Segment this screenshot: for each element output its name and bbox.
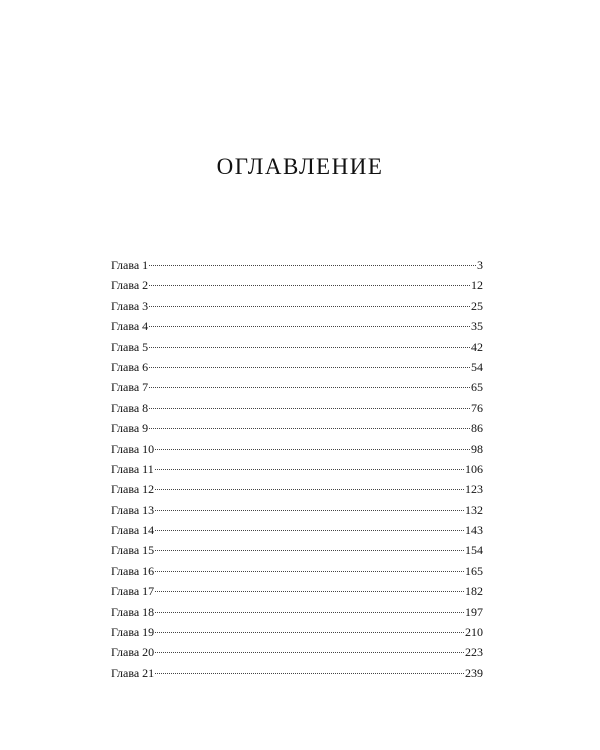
toc-dot-leader bbox=[149, 428, 470, 429]
toc-entry[interactable] bbox=[111, 296, 483, 316]
toc-entry-label: Глава 21 bbox=[111, 665, 155, 680]
toc-dot-leader bbox=[155, 449, 470, 450]
toc-entry-label: Глава 17 bbox=[111, 584, 155, 599]
toc-entry-label: Глава 9 bbox=[111, 421, 149, 436]
toc-entry-page-number: 182 bbox=[465, 584, 483, 599]
toc-dot-leader bbox=[155, 571, 464, 572]
toc-dot-leader bbox=[149, 387, 470, 388]
toc-dot-leader bbox=[155, 632, 464, 633]
toc-entry-page-number: 239 bbox=[465, 665, 483, 680]
toc-entry[interactable] bbox=[111, 500, 483, 520]
toc-entry[interactable] bbox=[111, 602, 483, 622]
toc-entry[interactable] bbox=[111, 540, 483, 560]
toc-entry[interactable] bbox=[111, 418, 483, 438]
toc-entry-label: Глава 12 bbox=[111, 482, 155, 497]
toc-dot-leader bbox=[155, 469, 464, 470]
toc-entry-page-number: 98 bbox=[471, 441, 483, 456]
toc-entry-page-number: 42 bbox=[471, 339, 483, 354]
toc-entry[interactable] bbox=[111, 581, 483, 601]
toc-entry[interactable] bbox=[111, 622, 483, 642]
toc-entry[interactable] bbox=[111, 663, 483, 683]
toc-dot-leader bbox=[155, 591, 464, 592]
toc-entry-label: Глава 4 bbox=[111, 319, 149, 334]
toc-entry-page-number: 197 bbox=[465, 604, 483, 619]
toc-entry-page-number: 143 bbox=[465, 523, 483, 538]
toc-dot-leader bbox=[149, 347, 470, 348]
toc-dot-leader bbox=[155, 510, 464, 511]
toc-entry-label: Глава 10 bbox=[111, 441, 155, 456]
toc-entry[interactable] bbox=[111, 337, 483, 357]
toc-entry-page-number: 132 bbox=[465, 502, 483, 517]
toc-entry[interactable] bbox=[111, 357, 483, 377]
toc-dot-leader bbox=[149, 326, 470, 327]
toc-entry-page-number: 3 bbox=[477, 258, 483, 272]
toc-dot-leader bbox=[149, 408, 470, 409]
page-title: ОГЛАВЛЕНИЕ bbox=[216, 154, 384, 179]
toc-entry[interactable] bbox=[111, 520, 483, 540]
toc-entry-page-number: 223 bbox=[465, 645, 483, 660]
toc-entry-page-number: 65 bbox=[471, 380, 483, 395]
toc-entry-page-number: 123 bbox=[465, 482, 483, 497]
toc-entry-label: Глава 2 bbox=[111, 278, 149, 293]
toc-entry-label: Глава 7 bbox=[111, 380, 149, 395]
toc-entry-page-number: 154 bbox=[465, 543, 483, 558]
toc-entry[interactable] bbox=[111, 275, 483, 295]
toc-entry-label: Глава 8 bbox=[111, 400, 149, 415]
toc-entry[interactable] bbox=[111, 316, 483, 336]
toc-entry-page-number: 106 bbox=[465, 461, 483, 476]
toc-dot-leader bbox=[149, 367, 470, 368]
toc-dot-leader bbox=[149, 285, 470, 286]
toc-entry-page-number: 76 bbox=[471, 400, 483, 415]
toc-entry-page-number: 12 bbox=[471, 278, 483, 293]
toc-dot-leader bbox=[155, 673, 464, 674]
toc-entry-page-number: 210 bbox=[465, 625, 483, 640]
toc-entry-label: Глава 11 bbox=[111, 461, 154, 476]
toc-dot-leader bbox=[149, 306, 470, 307]
toc-dot-leader bbox=[155, 530, 464, 531]
toc-entry[interactable] bbox=[111, 479, 483, 499]
toc-entry-page-number: 86 bbox=[471, 421, 483, 436]
toc-entry-label: Глава 16 bbox=[111, 563, 155, 578]
toc-entry-page-number: 25 bbox=[471, 298, 483, 313]
toc-dot-leader bbox=[155, 489, 464, 490]
toc-entry-label: Глава 19 bbox=[111, 625, 155, 640]
toc-entry-page-number: 35 bbox=[471, 319, 483, 334]
toc-dot-leader bbox=[155, 652, 464, 653]
toc-entry-label: Глава 20 bbox=[111, 645, 155, 660]
toc-entry[interactable] bbox=[111, 561, 483, 581]
toc-entry-label: Глава 1 bbox=[111, 258, 149, 272]
toc-entry-label: Глава 18 bbox=[111, 604, 155, 619]
toc-entry[interactable] bbox=[111, 377, 483, 397]
toc-dot-leader bbox=[155, 612, 464, 613]
toc-dot-leader bbox=[155, 550, 464, 551]
toc-entry-label: Глава 3 bbox=[111, 298, 149, 313]
table-of-contents bbox=[111, 255, 483, 683]
toc-entry-page-number: 54 bbox=[471, 359, 483, 374]
toc-entry[interactable] bbox=[111, 459, 483, 479]
toc-entry[interactable] bbox=[111, 398, 483, 418]
toc-entry[interactable] bbox=[111, 642, 483, 662]
toc-entry-label: Глава 5 bbox=[111, 339, 149, 354]
toc-entry-label: Глава 14 bbox=[111, 523, 155, 538]
toc-entry[interactable] bbox=[111, 255, 483, 275]
toc-dot-leader bbox=[149, 265, 476, 266]
toc-entry-label: Глава 6 bbox=[111, 359, 149, 374]
toc-entry[interactable] bbox=[111, 439, 483, 459]
toc-entry-label: Глава 15 bbox=[111, 543, 155, 558]
toc-entry-page-number: 165 bbox=[465, 563, 483, 578]
toc-entry-label: Глава 13 bbox=[111, 502, 155, 517]
